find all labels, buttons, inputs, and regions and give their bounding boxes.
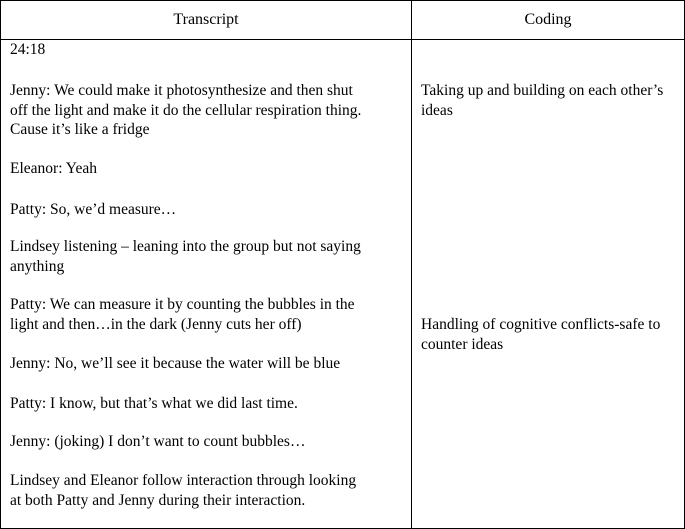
- transcript-cell: [1, 40, 412, 529]
- coding-label: Handling of cognitive conflicts-safe to counter ideas: [421, 316, 661, 353]
- transcript-line: Jenny: No, we’ll see it because the water will be blue: [10, 355, 341, 372]
- transcript-line: Jenny: (joking) I don’t want to count bubbles…: [10, 433, 306, 450]
- transcript-column-header: Transcript: [1, 1, 412, 40]
- transcript-line: Jenny: We could make it photosynthesize and then shut off the light and make it do the cellular respiration thing. Cause it’s like a fridge: [10, 82, 362, 138]
- header-row: [1, 1, 685, 40]
- transcript-observation: Lindsey and Eleanor follow interaction through looking at both Patty and Jenny during their interaction.: [10, 472, 357, 509]
- coding-label: Taking up and building on each other’s ideas: [421, 82, 664, 119]
- timestamp: 24:18: [10, 41, 46, 58]
- transcript-line: Eleanor: Yeah: [10, 160, 97, 177]
- table-row: [1, 40, 685, 529]
- transcript-line: Patty: I know, but that’s what we did last time.: [10, 395, 298, 412]
- coding-cell: [412, 40, 685, 529]
- coding-column-header: Coding: [412, 1, 685, 40]
- transcript-line: Patty: So, we’d measure…: [10, 201, 177, 218]
- transcript-observation: Lindsey listening – leaning into the group but not saying anything: [10, 238, 361, 275]
- transcript-line: Patty: We can measure it by counting the bubbles in the light and then…in the dark (Jenny cuts her off): [10, 296, 355, 333]
